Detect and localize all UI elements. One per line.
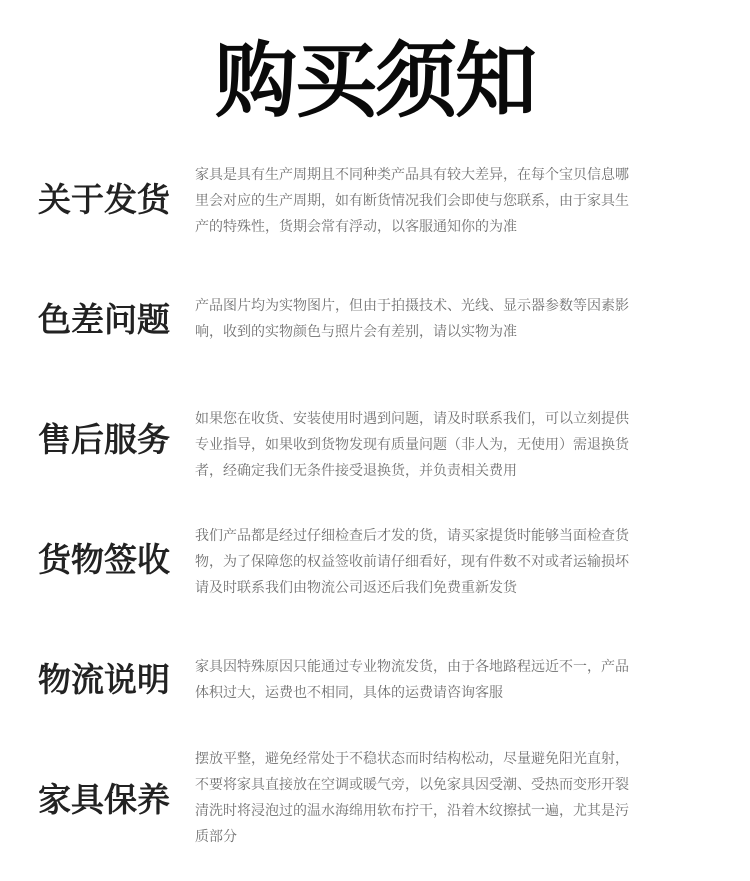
- section-body-delivery-receipt: 我们产品都是经过仔细检查后才发的货，请买家提货时能够当面检查货 物，为了保障您的权益签收前请仔细看好，现有件数不对或者运输损坏 请及时联系我们由物流公司返还后我们免费重新发货: [195, 528, 629, 596]
- section-body-logistics: 家具因特殊原因只能通过专业物流发货，由于各地路程远近不一，产品 体积过大，运费也不相同，具体的运费请咨询客服: [195, 659, 629, 701]
- page-title: 购买须知: [214, 34, 535, 129]
- section-heading-after-sales: 售后服务: [38, 420, 170, 459]
- section-heading-logistics: 物流说明: [38, 660, 170, 699]
- section-body-color-difference: 产品图片均为实物图片，但由于拍摄技术、光线、显示器参数等因素影 响，收到的实物颜色与照片会有差别，请以实物为准: [195, 298, 629, 340]
- section-body-after-sales: 如果您在收货、安装使用时遇到问题，请及时联系我们，可以立刻提供 专业指导，如果收到货物发现有质量问题（非人为，无使用）需退换货 者，经确定我们无条件接受退换货，并负责相关费用: [195, 411, 629, 479]
- section-heading-delivery-receipt: 货物签收: [38, 540, 170, 579]
- section-heading-furniture-care: 家具保养: [38, 780, 170, 819]
- section-heading-color-difference: 色差问题: [38, 300, 170, 339]
- section-body-furniture-care: 摆放平整，避免经常处于不稳状态而时结构松动，尽量避免阳光直射， 不要将家具直接放在空调或暖气旁，以免家具因受潮、受热而变形开裂 清洗时将浸泡过的温水海绵用软布拧干，沿着木纹擦拭一遍，尤其是污 质部分: [195, 751, 629, 845]
- section-heading-shipping: 关于发货: [38, 180, 170, 219]
- section-body-shipping: 家具是具有生产周期且不同种类产品具有较大差异，在每个宝贝信息哪 里会对应的生产周期，如有断货情况我们会即使与您联系，由于家具生 产的特殊性，货期会常有浮动，以客服通知你的为准: [195, 167, 629, 235]
